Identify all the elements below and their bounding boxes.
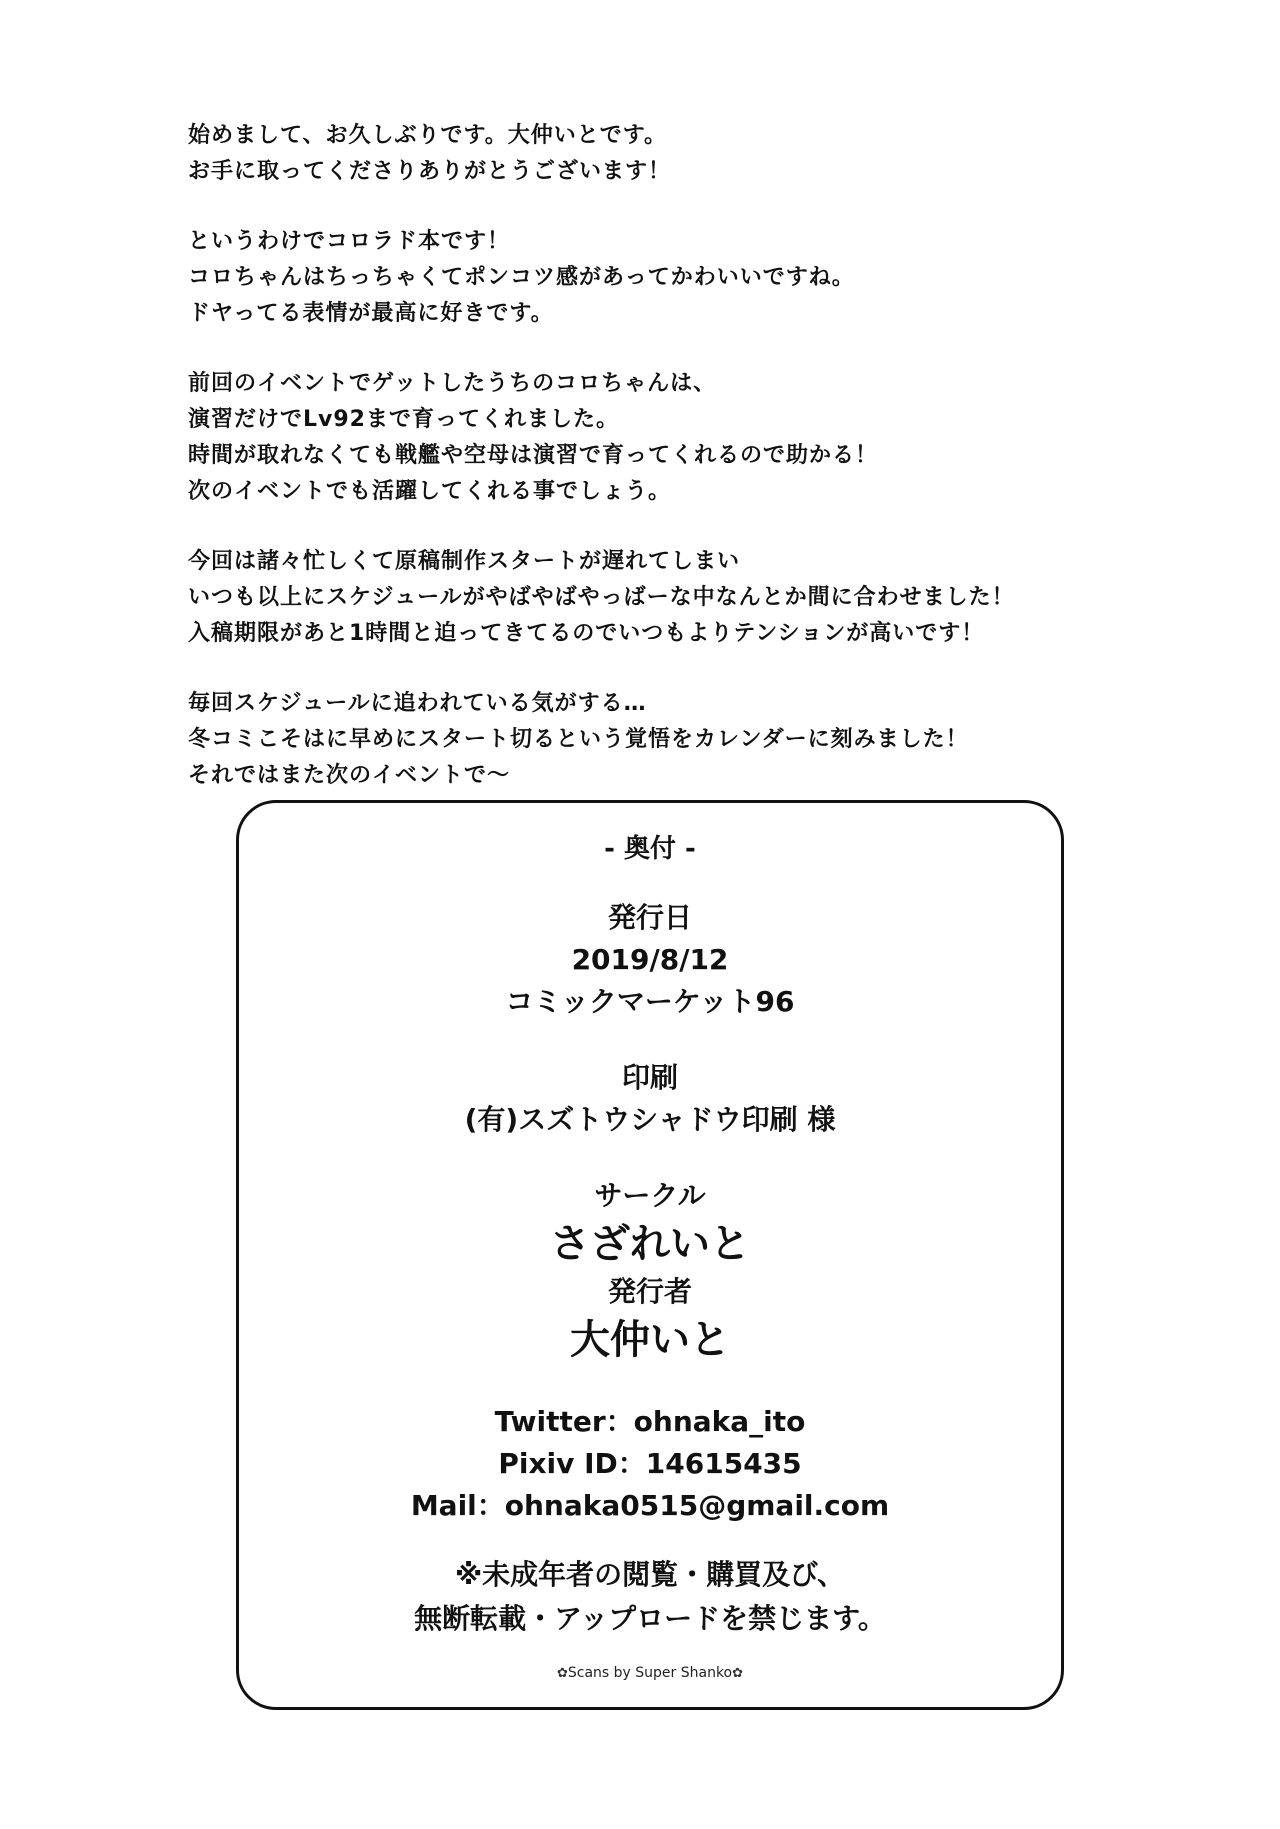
warning-line-1: ※未成年者の閲覧・購買及び、 [454, 1558, 846, 1591]
afterword-line: ドヤってる表情が最高に好きです。 [188, 301, 554, 326]
scan-credit-text: Scans by Super Shanko [567, 1665, 733, 1681]
afterword-line: 時間が取れなくても戦艦や空母は演習で育ってくれるので助かる！ [188, 443, 879, 468]
afterword-line: 前回のイベントでゲットしたうちのコロちゃんは、 [188, 371, 717, 396]
afterword-line: お手に取ってくださりありがとうございます！ [188, 159, 672, 184]
afterword-paragraph-5 [188, 686, 1188, 794]
afterword-paragraph-4 [188, 544, 1188, 652]
warning-line-2: 無断転載・アップロードを禁じます。 [414, 1602, 886, 1635]
afterword-line: 始めまして、お久しぶりです。大仲いとです。 [188, 123, 668, 148]
afterword-line: それではまた次のイベントで〜 [188, 763, 511, 788]
publisher-label: 発行者 [607, 1275, 692, 1308]
printer-name: (有)スズトウシャドウ印刷 様 [464, 1103, 836, 1136]
afterword-line: 演習だけでLv92まで育ってくれました。 [188, 407, 619, 432]
colophon-content [239, 829, 1061, 1641]
afterword-line: 入稿期限があと1時間と迫ってきてるのでいつもよりテンションが高いです！ [188, 621, 985, 646]
afterword-line: いつも以上にスケジュールがやばやばやっばーな中なんとか間に合わせました！ [188, 585, 1015, 610]
afterword-line: 次のイベントでも活躍してくれる事でしょう。 [188, 479, 672, 504]
afterword-line: コロちゃんはちっちゃくてポンコツ感があってかわいいですね。 [188, 265, 855, 290]
afterword-line: 毎回スケジュールに追われている気がする… [188, 691, 647, 716]
flower-icon: ✿ [732, 1666, 744, 1681]
afterword-line: というわけでコロラド本です！ [188, 229, 511, 254]
twitter-handle: Twitter：ohnaka_ito [494, 1405, 806, 1438]
afterword [188, 118, 1188, 828]
flower-icon: ✿ [556, 1666, 568, 1681]
afterword-paragraph-3 [188, 366, 1188, 510]
pixiv-id: Pixiv ID：14615435 [498, 1447, 802, 1480]
mail-address: Mail：ohnaka0515@gmail.com [410, 1489, 890, 1522]
print-label: 印刷 [621, 1061, 678, 1094]
colophon-box [236, 800, 1064, 1710]
afterword-line: 冬コミこそはに早めにスタート切るという覚悟をカレンダーに刻みました！ [188, 727, 969, 752]
event-name: コミックマーケット96 [505, 985, 795, 1018]
circle-name: さざれいと [550, 1221, 750, 1267]
issue-date-label: 発行日 [607, 901, 692, 934]
afterword-paragraph-1 [188, 118, 1188, 190]
circle-label: サークル [594, 1179, 706, 1212]
publisher-name: 大仲いと [570, 1317, 730, 1363]
afterword-line: 今回は諸々忙しくて原稿制作スタートが遅れてしまい [188, 549, 741, 574]
scan-credit [239, 1665, 1061, 1681]
issue-date: 2019/8/12 [571, 943, 729, 976]
colophon-title: - 奥付 - [604, 834, 696, 864]
afterword-paragraph-2 [188, 224, 1188, 332]
